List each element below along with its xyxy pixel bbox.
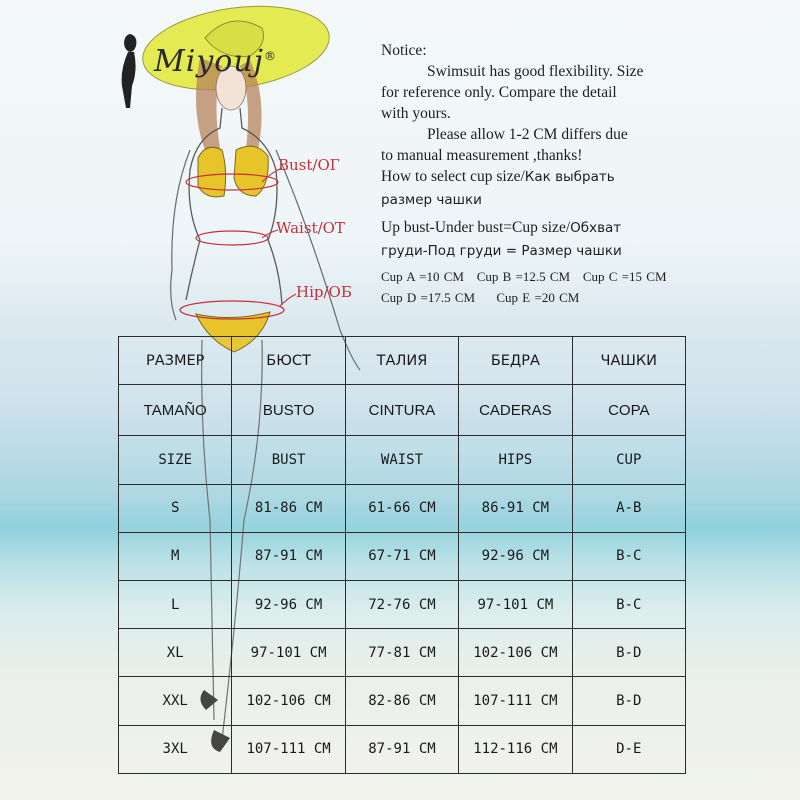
waist-cell: 72-76 CM bbox=[345, 581, 458, 629]
bust-cell: 107-111 CM bbox=[232, 725, 345, 773]
size-cell: S bbox=[119, 484, 232, 532]
brand-logo bbox=[154, 44, 277, 79]
how-to-select-line bbox=[381, 166, 701, 188]
notice-line: to manual measurement ,thanks! bbox=[381, 147, 583, 164]
header-cell: TAMAÑO bbox=[119, 385, 232, 436]
formula-ru-text: Обхват bbox=[570, 220, 622, 236]
header-cell: РАЗМЕР bbox=[119, 337, 232, 385]
header-cell: БЕДРА bbox=[459, 337, 572, 385]
cup-cell: B-C bbox=[572, 581, 685, 629]
header-cell: HIPS bbox=[459, 436, 572, 484]
notice-line: with yours. bbox=[381, 105, 451, 122]
table-row bbox=[119, 629, 686, 677]
hips-cell: 112-116 CM bbox=[459, 725, 572, 773]
header-cell: БЮСТ bbox=[232, 337, 345, 385]
cup-size-line bbox=[381, 287, 781, 308]
size-cell: XXL bbox=[119, 677, 232, 725]
hips-cell: 86-91 CM bbox=[459, 484, 572, 532]
bust-cell: 81-86 CM bbox=[232, 484, 345, 532]
cup-b-size: Cup B =12.5 CM bbox=[476, 269, 571, 284]
header-cell: BUST bbox=[232, 436, 345, 484]
formula-ru-line: груди-Под груди = Размер чашки bbox=[381, 243, 622, 259]
size-table bbox=[118, 336, 686, 774]
cup-cell: B-D bbox=[572, 677, 685, 725]
header-cell: CUP bbox=[572, 436, 685, 484]
header-cell: CADERAS bbox=[459, 385, 572, 436]
cup-cell: D-E bbox=[572, 725, 685, 773]
waist-cell: 61-66 CM bbox=[345, 484, 458, 532]
bust-label: Bust/ОГ bbox=[278, 156, 340, 174]
hip-label: Hip/ОБ bbox=[296, 283, 352, 301]
header-row-spanish bbox=[119, 385, 686, 436]
waist-cell: 67-71 CM bbox=[345, 532, 458, 580]
hips-cell: 97-101 CM bbox=[459, 581, 572, 629]
hips-cell: 92-96 CM bbox=[459, 532, 572, 580]
table-row bbox=[119, 532, 686, 580]
cup-c-size: Cup C =15 CM bbox=[582, 269, 667, 284]
header-cell: COPA bbox=[572, 385, 685, 436]
notice-line: Swimsuit has good flexibility. Size bbox=[427, 63, 644, 80]
header-cell: ТАЛИЯ bbox=[345, 337, 458, 385]
table-row bbox=[119, 677, 686, 725]
formula-line bbox=[381, 217, 701, 239]
header-cell: WAIST bbox=[345, 436, 458, 484]
size-cell: 3XL bbox=[119, 725, 232, 773]
hips-cell: 102-106 CM bbox=[459, 629, 572, 677]
bust-cell: 97-101 CM bbox=[232, 629, 345, 677]
cup-a-size: Cup A =10 CM bbox=[381, 269, 464, 284]
bust-cell: 87-91 CM bbox=[232, 532, 345, 580]
header-cell: SIZE bbox=[119, 436, 232, 484]
size-cell: L bbox=[119, 581, 232, 629]
size-cell: XL bbox=[119, 629, 232, 677]
notice-line: Notice: bbox=[381, 42, 427, 59]
how-to-select-text: How to select cup size/ bbox=[381, 168, 525, 185]
size-cell: M bbox=[119, 532, 232, 580]
notice-block bbox=[381, 40, 701, 262]
notice-line: for reference only. Compare the detail bbox=[381, 84, 617, 101]
how-to-select-ru-line: размер чашки bbox=[381, 192, 482, 208]
cup-size-line bbox=[381, 266, 781, 287]
table-row bbox=[119, 725, 686, 773]
cup-d-size: Cup D =17.5 CM bbox=[381, 290, 476, 305]
bust-cell: 102-106 CM bbox=[232, 677, 345, 725]
header-cell: ЧАШКИ bbox=[572, 337, 685, 385]
hips-cell: 107-111 CM bbox=[459, 677, 572, 725]
cup-cell: B-C bbox=[572, 532, 685, 580]
cup-cell: B-D bbox=[572, 629, 685, 677]
header-row-russian bbox=[119, 337, 686, 385]
waist-cell: 82-86 CM bbox=[345, 677, 458, 725]
waist-label: Waist/ОТ bbox=[276, 219, 345, 237]
cup-cell: A-B bbox=[572, 484, 685, 532]
table-row bbox=[119, 484, 686, 532]
brand-name: Miyouj bbox=[154, 44, 264, 79]
cup-e-size: Cup E =20 CM bbox=[496, 290, 580, 305]
table-row bbox=[119, 581, 686, 629]
formula-text: Up bust-Under bust=Cup size/ bbox=[381, 219, 571, 236]
waist-cell: 77-81 CM bbox=[345, 629, 458, 677]
bust-cell: 92-96 CM bbox=[232, 581, 345, 629]
registered-mark: ® bbox=[263, 49, 277, 63]
logo-silhouette-icon bbox=[110, 30, 150, 110]
cup-size-list bbox=[381, 266, 781, 308]
waist-cell: 87-91 CM bbox=[345, 725, 458, 773]
notice-line: Please allow 1-2 CM differs due bbox=[427, 126, 628, 143]
header-cell: BUSTO bbox=[232, 385, 345, 436]
header-row-english bbox=[119, 436, 686, 484]
how-to-select-ru-text: Как выбрать bbox=[524, 169, 615, 185]
header-cell: CINTURA bbox=[345, 385, 458, 436]
